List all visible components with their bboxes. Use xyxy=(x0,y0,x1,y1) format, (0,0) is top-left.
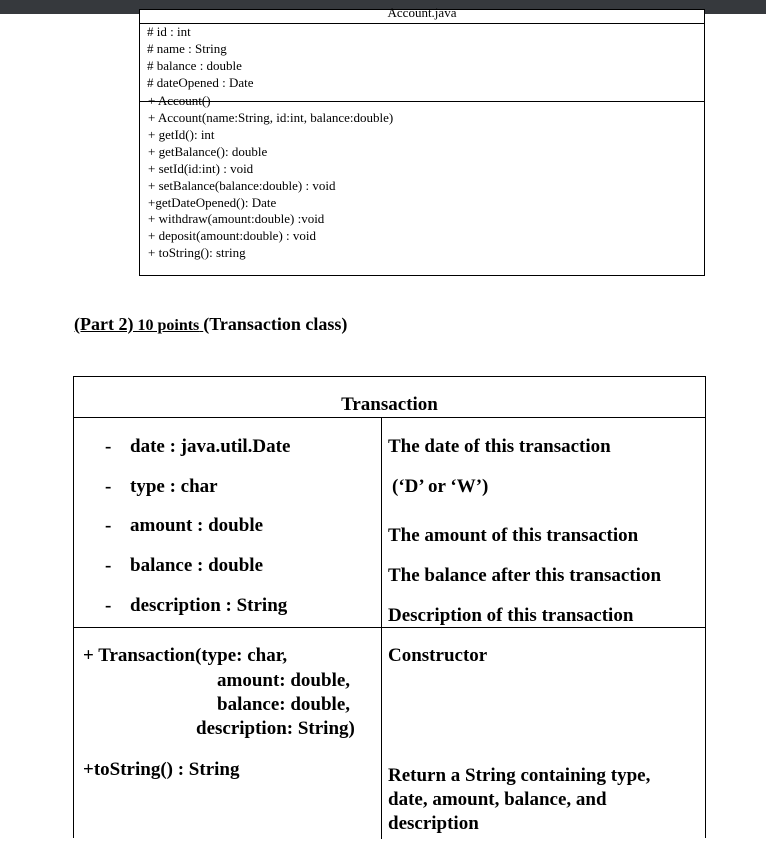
account-method: + setBalance(balance:double) : void xyxy=(148,178,336,193)
field-type: type : char xyxy=(130,476,218,497)
tostring-description-line1: Return a String containing type, xyxy=(388,765,651,786)
account-uml-box xyxy=(139,5,705,276)
account-class-title: Account.java xyxy=(387,5,457,20)
field-date-description: The date of this transaction xyxy=(388,436,611,457)
field-dash: - xyxy=(105,555,112,576)
account-attribute: # id : int xyxy=(147,24,191,39)
transaction-class-title: Transaction xyxy=(341,394,438,415)
tostring-signature: +toString() : String xyxy=(83,759,240,780)
account-attributes-section xyxy=(139,23,705,102)
field-description: description : String xyxy=(130,595,288,616)
account-attribute: # dateOpened : Date xyxy=(147,75,254,90)
account-attribute: # name : String xyxy=(147,41,227,56)
field-amount-description: The amount of this transaction xyxy=(388,525,639,546)
field-balance-description: The balance after this transaction xyxy=(388,565,662,586)
part2-part-label: (Part 2) xyxy=(74,314,134,334)
constructor-signature-line4: description: String) xyxy=(196,718,355,739)
field-description-description: Description of this transaction xyxy=(388,605,634,626)
field-dash: - xyxy=(105,436,112,457)
constructor-signature-line3: balance: double, xyxy=(217,694,351,715)
account-method: + getBalance(): double xyxy=(148,144,268,159)
part2-subject: (Transaction class) xyxy=(203,314,348,334)
field-balance: balance : double xyxy=(130,555,264,576)
constructor-signature-line1: + Transaction(type: char, xyxy=(83,645,288,666)
account-attribute: # balance : double xyxy=(147,58,242,73)
tostring-description-line3: description xyxy=(388,813,479,834)
tostring-description-line2: date, amount, balance, and xyxy=(388,789,607,810)
field-date: date : java.util.Date xyxy=(130,436,291,457)
part2-points: 10 points xyxy=(137,317,200,334)
constructor-signature-line2: amount: double, xyxy=(217,670,351,691)
divider xyxy=(381,417,382,839)
field-dash: - xyxy=(105,476,112,497)
field-dash: - xyxy=(105,595,112,616)
part2-heading xyxy=(74,314,347,335)
field-type-description: (‘D’ or ‘W’) xyxy=(392,476,489,497)
account-method: + deposit(amount:double) : void xyxy=(148,228,317,243)
account-method: + getId(): int xyxy=(148,127,215,142)
account-method: + Account() xyxy=(148,93,211,108)
divider xyxy=(74,417,705,418)
constructor-description: Constructor xyxy=(388,645,488,666)
account-method: +getDateOpened(): Date xyxy=(148,195,277,210)
field-amount: amount : double xyxy=(130,515,264,536)
account-method: + setId(id:int) : void xyxy=(148,161,254,176)
transaction-uml-table xyxy=(73,376,706,838)
account-method: + withdraw(amount:double) :void xyxy=(148,211,325,226)
account-method: + toString(): string xyxy=(148,245,246,260)
field-dash: - xyxy=(105,515,112,536)
account-method: + Account(name:String, id:int, balance:double) xyxy=(148,110,394,125)
